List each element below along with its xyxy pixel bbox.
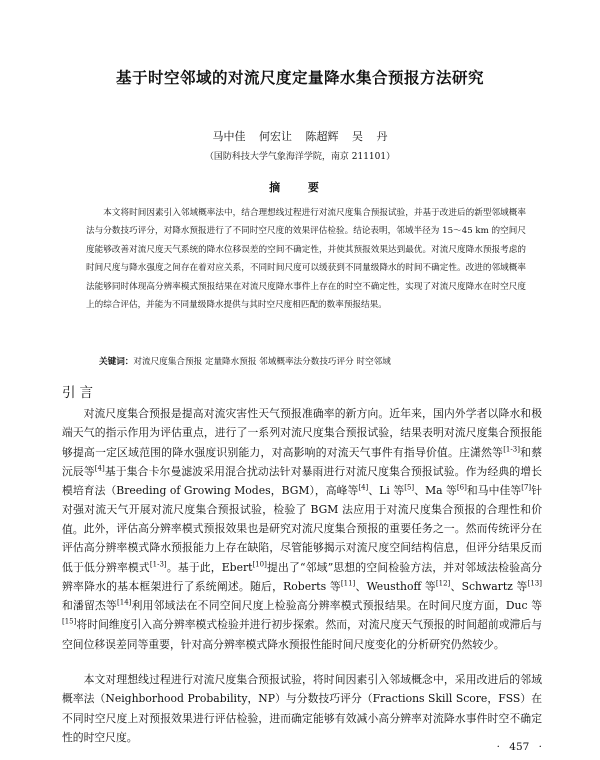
citation: [1-3] <box>503 445 520 453</box>
citation: [7] <box>521 483 532 492</box>
paper-title: 基于时空邻域的对流尺度定量降水集合预报方法研究 <box>115 69 484 87</box>
keywords-line <box>99 355 519 369</box>
citation: [4] <box>358 483 369 492</box>
citation: [6] <box>456 483 467 492</box>
citation: [11] <box>340 579 356 588</box>
citation: [14] <box>117 598 132 607</box>
intro-paragraph-3: 本文对理想线过程进行对流尺度集合预报试验，将时间因素引入邻域概念中，采用改进后的邻域概率法（Neighborhood Probability，NP）与分数技巧评分（Fractions Skill Score，FSS）在不同时空尺度上对预报效果进行评估检验，进而确定能够有效减小高分辨率对流降水事件时空不确定性的时空尺度。 <box>62 673 542 744</box>
citation: [1-3] <box>149 560 167 568</box>
intro-paragraph-1: 对流尺度集合预报是提高对流灾害性天气预报准确率的新方向。近年来，国内外学者以降水和极端天气的指示作用为评估重点，进行了一系列对流尺度集合预报试验，结果表明对流尺度集合预报能够提高一定区域范围的降水强度识别能力，对高影响的对流天气事件有指导价值。庄潇然等[1-3]和蔡沅辰等[4]基于集合卡尔曼滤波采用混合扰动法针对暴雨进行对流尺度集合预报试验。作为经典的增长模培育法（Breeding of Growing Modes，BGM），高峰等[4]、Li 等[5]、Ma 等[6]和马中佳等[7]针对强对流天气开展对流尺度集合预报试验，检验了 BGM 法应用于对流尺度集合预报的合理性和价值。 <box>62 407 543 536</box>
keywords-label: 关键词： <box>99 357 134 367</box>
citation: [4] <box>94 464 105 473</box>
keywords-text: 对流尺度集合预报 定量降水预报 邻域概率法分数技巧评分 时空邻域 <box>133 357 391 367</box>
abstract-body: 本文将时间因素引入邻域概率法中，结合理想线过程进行对流尺度集合预报试验，并基于改进后的新型邻域概率法与分数技巧评分，对降水预报进行了不同时空尺度的效果评估检验。结论表明，邻域半径为 15～45 km 的空间尺度能够改善对流尺度天气系统的降水位移误差的空间不确定性，并使其预报效果达到最优。对流尺度降水预报考虑的时间尺度与降水强度之间存在着对应关系，不同时间尺度可以缓获到不同量级降水的时间不确定性。改进的邻域概率法能够同时体现高分辨率模式预报结果在对流尺度降水事件上存在的时空不确定性，实现了对流尺度降水在时空尺度上的综合评估，并能为不同量级降水提供与其时空尺度相匹配的数率预报结果。 <box>86 208 526 311</box>
citation: [13] <box>527 579 542 588</box>
citation: [10] <box>252 560 267 568</box>
section-heading-introduction: 引言 <box>62 385 97 401</box>
citation: [12] <box>435 579 451 588</box>
citation: [5] <box>404 483 415 492</box>
affiliation: （国防科技大学气象海洋学院，南京 211101） <box>204 152 396 162</box>
author-list: 马中佳 何宏让 陈超辉 吴 丹 <box>212 130 388 143</box>
intro-paragraph-2: 此外，评估高分辨率模式预报效果也是研究对流尺度集合预报的重要任务之一。然而传统评分在评估高分辨率模式降水预报能力上存在缺陷，尽管能够揭示对流尺度空间结构信息，但评分结果反而低于低分辨率模式[1-3]。基于此，Ebert[10]提出了“邻域”思想的空间检验方法，并对邻域法检验高分辨率降水的基本框架进行了系统阐述。随后，Roberts 等[11]、Weusthoff 等[12]、Schwartz 等[13]和潘留杰等[14]利用邻域法在不同空间尺度上检验高分辨率模式预报结果。在时间尺度方面，Duc 等[15]将时间维度引入高分辨率模式检验并进行初步探索。然而，对流尺度天气预报的时间超前或滞后与空间位移误差同等重要，针对高分辨率模式降水预报性能时间尺度变化的分析研究仍然较少。 <box>62 522 543 651</box>
citation: [15] <box>62 617 77 626</box>
abstract-heading: 摘 要 <box>269 181 331 194</box>
page-number: · 457 · <box>496 741 542 753</box>
